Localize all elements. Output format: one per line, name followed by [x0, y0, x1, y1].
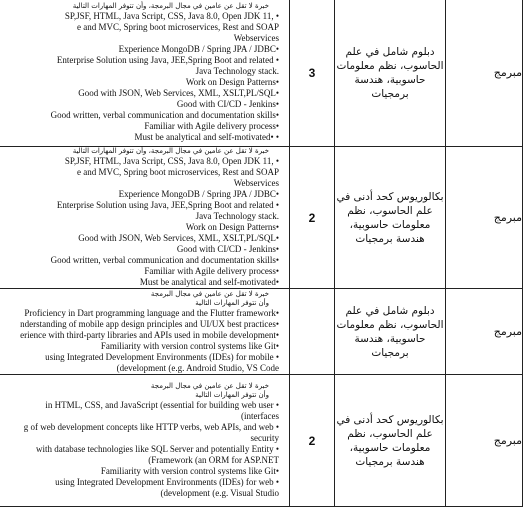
experience-content: [0, 2, 287, 143]
experience-intro: خبرة لا تقل عن عامين في مجال البرمجة: [150, 289, 269, 298]
job-title-cell: [446, 375, 523, 507]
education-cell: بكالوريوس كحد أدنى في علم الحاسوب، نظم معلومات حاسوبية، هندسة برمجيات: [335, 375, 446, 507]
skill-item: Must be analytical and self-motivated•: [139, 277, 279, 287]
skills-list: [0, 308, 287, 374]
skill-item: Webservices: [233, 178, 279, 188]
years-cell: [290, 289, 335, 375]
job-title-cell: [446, 289, 523, 375]
experience-intro: خبرة لا تقل عن عامين في مجال البرمجة، وأن تتوفر المهارات التالية: [72, 2, 269, 10]
skill-item: Work on Design Patterns•: [185, 222, 279, 232]
skill-item: (development (e.g. Android Studio, VS Code: [116, 362, 279, 373]
years-cell: 2: [290, 375, 335, 507]
table-row: [0, 147, 523, 289]
experience-cell: [0, 289, 290, 375]
experience-content: [0, 382, 287, 499]
experience-content: [0, 147, 287, 288]
skill-item: Good with CI/CD - Jenkins•: [176, 99, 279, 109]
skill-item: Good with JSON, Web Services, XML, XSLT,PL/SQL•: [78, 233, 279, 243]
skill-item: Good written, verbal communication and documentation skills•: [50, 255, 279, 265]
skills-list: [0, 11, 287, 143]
experience-intro: خبرة لا تقل عن عامين في مجال البرمجة: [150, 382, 269, 390]
years-cell: 3: [290, 0, 335, 147]
table-row: [0, 375, 523, 507]
skill-item: Familiarity with version control systems like Git•: [100, 466, 279, 476]
skill-item: Good with JSON, Web Services, XML, XSLT,PL/SQL•: [78, 88, 279, 98]
table-row: [0, 0, 523, 147]
skill-item: in HTML, CSS, and JavaScript (essential for building web user •: [45, 400, 279, 410]
experience-intro: وأن تتوفر المهارات التالية: [195, 391, 269, 399]
table-row: [0, 289, 523, 375]
skill-item: (development (e.g. Visual Studio: [160, 488, 279, 498]
skill-item: (interfaces: [241, 411, 279, 421]
skill-item: SP,JSF, HTML, Java Script, CSS, Java 8.0, Open JDK 11, •: [64, 156, 279, 166]
experience-content: [0, 290, 287, 374]
skill-item: g of web development concepts like HTTP verbs, web APIs, and web •: [23, 422, 279, 432]
skill-item: Must be analytical and self-motivated• •: [134, 132, 279, 142]
education-cell: بكالوريوس كحد أدنى في علم الحاسوب، نظم معلومات حاسوبية، هندسة برمجيات: [335, 147, 446, 289]
skill-item: Java Technology stack.: [195, 66, 279, 76]
skill-item: Familiarity with version control systems like Git•: [100, 340, 279, 351]
experience-cell: [0, 375, 290, 507]
education-cell: دبلوم شامل في علم الحاسوب، نظم معلومات حاسوبية، هندسة برمجيات: [335, 289, 446, 375]
job-title: مبرمج: [493, 66, 522, 79]
skill-item: Work on Design Patterns•: [185, 77, 279, 87]
skill-item: Enterprise Solution using Java, JEE,Spring Boot and related •: [56, 200, 279, 210]
years-cell: 2: [290, 147, 335, 289]
skill-item: Proficiency in Dart programming language and the Flutter framework•: [24, 307, 279, 318]
skill-item: Good written, verbal communication and documentation skills•: [50, 110, 279, 120]
skill-item: Java Technology stack.: [195, 211, 279, 221]
skills-list: [0, 400, 287, 499]
skill-item: SP,JSF, HTML, Java Script, CSS, Java 8.0, Open JDK 11, •: [64, 11, 279, 21]
skills-list: [0, 156, 287, 288]
job-title: مبرمج: [493, 325, 522, 338]
experience-cell: [0, 0, 290, 147]
skill-item: Good with CI/CD - Jenkins•: [176, 244, 279, 254]
education-cell: دبلوم شامل في علم الحاسوب، نظم معلومات حاسوبية، هندسة برمجيات: [335, 0, 446, 147]
skill-item: e and MVC, Spring boot microservices, Rest and SOAP: [77, 22, 279, 32]
experience-cell: [0, 147, 290, 289]
skill-item: Familiar with Agile delivery process•: [144, 121, 279, 131]
skill-item: Experience MongoDB / Spring JPA / JDBC•: [118, 189, 279, 199]
skill-item: erience with third-party libraries and APIs used in mobile development•: [20, 329, 279, 340]
skill-item: security: [250, 433, 279, 443]
job-title: مبرمج: [493, 434, 522, 447]
skill-item: Experience MongoDB / Spring JPA / JDBC•: [118, 44, 279, 54]
skill-item: with database technologies like SQL Server and potentially Entity •: [35, 444, 279, 454]
job-title: مبرمج: [493, 211, 522, 224]
skill-item: Enterprise Solution using Java, JEE,Spring Boot and related •: [56, 55, 279, 65]
skill-item: using Integrated Development Environments (IDEs) for mobile •: [45, 351, 279, 362]
skill-item: (Framework (an ORM for ASP.NET: [148, 455, 279, 465]
skill-item: nderstanding of mobile app design principles and UI/UX best practices•: [20, 318, 279, 329]
job-title-cell: [446, 147, 523, 289]
job-title-cell: [446, 0, 523, 147]
skill-item: Webservices: [233, 33, 279, 43]
skill-item: Familiar with Agile delivery process•: [144, 266, 279, 276]
experience-intro: خبرة لا تقل عن عامين في مجال البرمجة، وأن تتوفر المهارات التالية: [72, 147, 269, 155]
skill-item: e and MVC, Spring boot microservices, Rest and SOAP: [77, 167, 279, 177]
skill-item: using Integrated Development Environments (IDEs) for web •: [55, 477, 279, 487]
experience-intro: وأن تتوفر المهارات التالية: [195, 298, 269, 307]
